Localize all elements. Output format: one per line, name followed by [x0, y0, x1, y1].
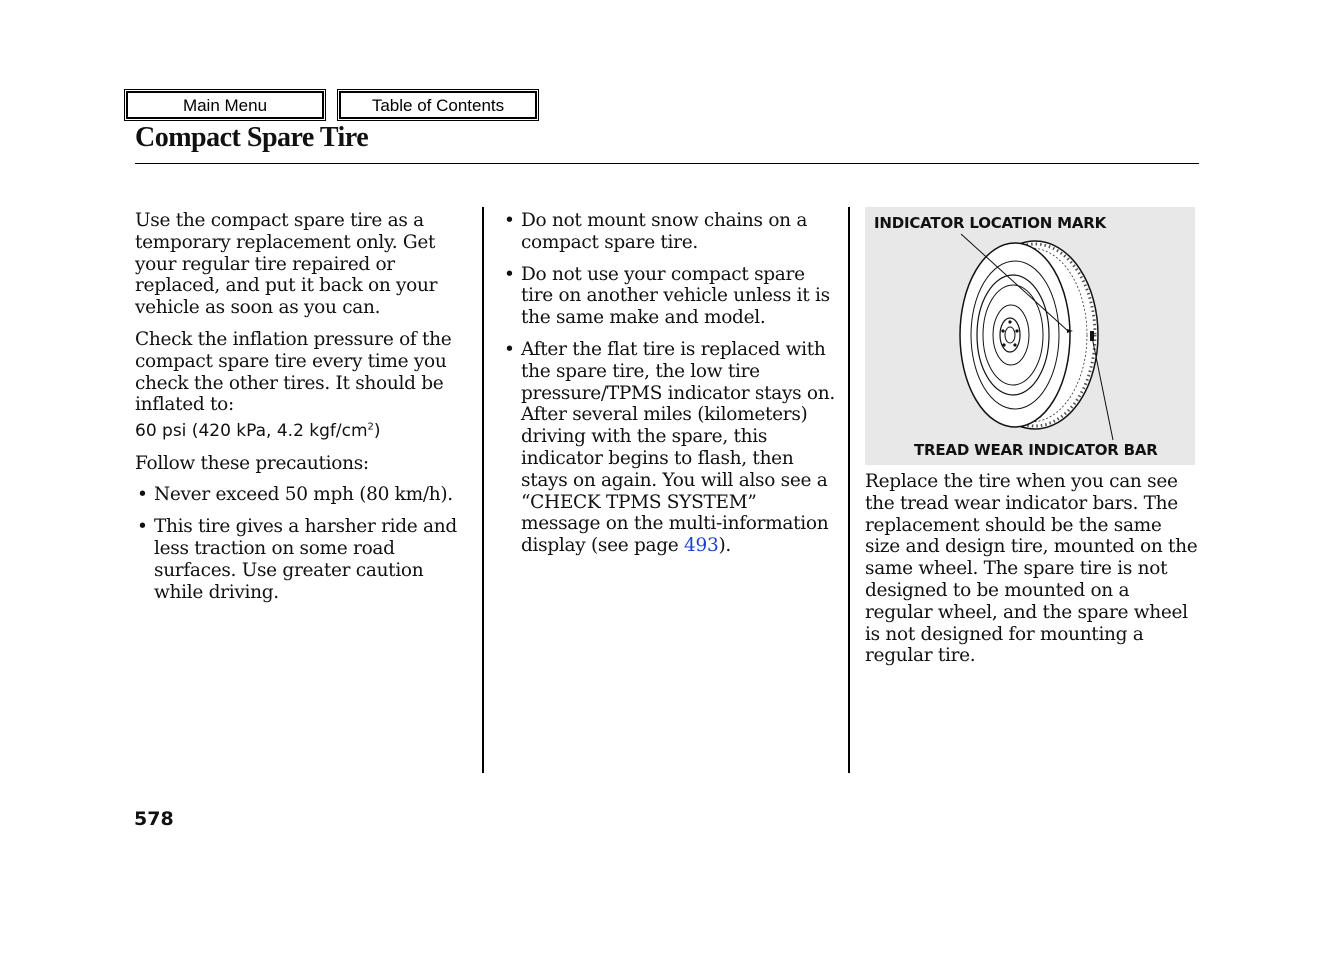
inflation-spec-close: ): [373, 420, 381, 441]
precautions-list-continued: [502, 210, 838, 557]
intro-paragraph: Use the compact spare tire as a temporary replacement only. Get your regular tire repaired or replaced, and put it back on your vehicle as soon as you can.: [135, 210, 438, 319]
list-item-text-end: ).: [718, 535, 731, 557]
list-item-text: This tire gives a harsher ride and less traction on some road surfaces. Use greater caution while driving.: [154, 516, 457, 603]
inflation-spec-value: 60 psi (420 kPa, 4.2 kgf/cm: [135, 420, 368, 441]
list-item: [135, 484, 475, 506]
table-of-contents-button[interactable]: Table of Contents: [339, 91, 537, 119]
bullet-icon: •: [504, 338, 515, 360]
page-number: 578: [134, 808, 174, 830]
list-item-text: After the flat tire is replaced with the spare tire, the low tire pressure/TPMS indicator stays on. After several miles (kilometers) driving with the spare, this indicator begins to flash, then stays on again. You will also see a “CHECK TPMS SYSTEM” message on the multi-information display (see page: [521, 338, 835, 557]
column-divider: [482, 207, 484, 773]
list-item-text: Do not mount snow chains on a compact spare tire.: [521, 210, 808, 253]
page-link[interactable]: 493: [684, 535, 719, 557]
title-divider: [135, 163, 1199, 164]
column-left: [135, 210, 475, 613]
page-title: Compact Spare Tire: [135, 122, 369, 153]
bullet-icon: •: [504, 210, 515, 231]
column-divider: [848, 207, 850, 773]
inflation-paragraph: [135, 329, 475, 443]
main-menu-button[interactable]: Main Menu: [126, 91, 324, 119]
precautions-list: [135, 484, 475, 603]
inflation-spec: [135, 421, 381, 441]
tire-illustration-icon: [865, 207, 1195, 465]
inflation-text: Check the inflation pressure of the compact spare tire every time you check the other tires. It should be inflated to:: [135, 328, 452, 416]
bullet-icon: •: [137, 516, 148, 538]
list-item: [502, 339, 838, 557]
replacement-paragraph: Replace the tire when you can see the tread wear indicator bars. The replacement should be the same size and design tire, mounted on the same wheel. The spare tire is not designed to be mounted on a regular wheel, and the spare wheel is not designed for mounting a regular tire.: [865, 471, 1198, 667]
inflation-spec-superscript: 2: [367, 421, 374, 433]
list-item: [502, 264, 838, 329]
list-item: [502, 210, 838, 254]
bullet-icon: •: [504, 263, 515, 285]
list-item: [135, 516, 475, 603]
bullet-icon: •: [137, 484, 148, 506]
column-middle: [502, 210, 838, 567]
tread-wear-indicator-bar-label: TREAD WEAR INDICATOR BAR: [914, 441, 1158, 459]
indicator-location-mark-label: INDICATOR LOCATION MARK: [874, 214, 1107, 232]
precautions-heading: Follow these precautions:: [135, 452, 369, 474]
column-right: [865, 471, 1200, 677]
list-item-text: Never exceed 50 mph (80 km/h).: [154, 484, 453, 506]
tire-figure: [865, 207, 1195, 465]
list-item-text: Do not use your compact spare tire on another vehicle unless it is the same make and model.: [521, 263, 830, 329]
